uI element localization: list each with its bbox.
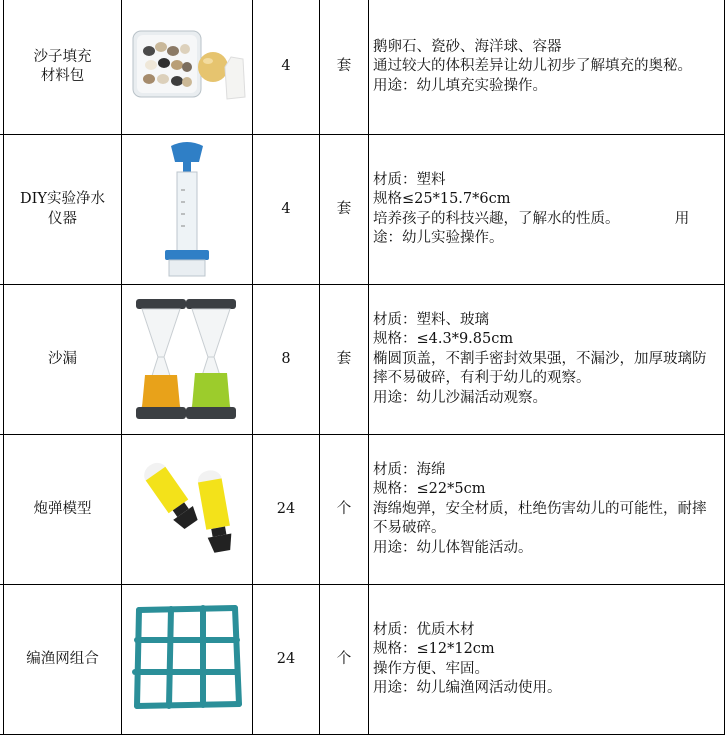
unit: 个 (320, 435, 369, 585)
unit: 套 (320, 0, 369, 135)
description: 材质：塑料 规格≤25*15.7*6cm 培养孩子的科技兴趣，了解水的性质。 用途：幼儿实验操作。 (369, 135, 725, 285)
item-name: DIY实验净水 仪器 (4, 135, 122, 285)
table-row (0, 435, 725, 585)
table-row (0, 0, 725, 135)
quantity: 8 (253, 285, 320, 435)
item-name: 编渔网组合 (4, 585, 122, 735)
quantity: 24 (253, 435, 320, 585)
description: 材质：海绵 规格：≤22*5cm 海绵炮弹，安全材质，杜绝伤害幼儿的可能性，耐摔不易破碎。 用途：幼儿体智能活动。 (369, 435, 725, 585)
table-row (0, 585, 725, 735)
quantity: 24 (253, 585, 320, 735)
quantity: 4 (253, 135, 320, 285)
unit: 套 (320, 135, 369, 285)
quantity: 4 (253, 0, 320, 135)
fishing-net-image (122, 585, 253, 735)
table-row (0, 285, 725, 435)
description: 材质：塑料、玻璃 规格：≤4.3*9.85cm 椭圆顶盖，不割手密封效果强，不漏沙，加厚玻璃防摔不易破碎，有利于幼儿的观察。 用途：幼儿沙漏活动观察。 (369, 285, 725, 435)
hourglass-image (122, 285, 253, 435)
sand-kit-image (122, 0, 253, 135)
shell-model-image (122, 435, 253, 585)
table-row (0, 135, 725, 285)
description: 材质：优质木材 规格：≤12*12cm 操作方便、牢固。 用途：幼儿编渔网活动使用。 (369, 585, 725, 735)
description: 鹅卵石、瓷砂、海洋球、容器 通过较大的体积差异让幼儿初步了解填充的奥秘。 用途：幼儿填充实验操作。 (369, 0, 725, 135)
item-name: 沙子填充 材料包 (4, 0, 122, 135)
unit: 个 (320, 585, 369, 735)
unit: 套 (320, 285, 369, 435)
item-name: 沙漏 (4, 285, 122, 435)
item-name: 炮弹模型 (4, 435, 122, 585)
water-purifier-image (122, 135, 253, 285)
